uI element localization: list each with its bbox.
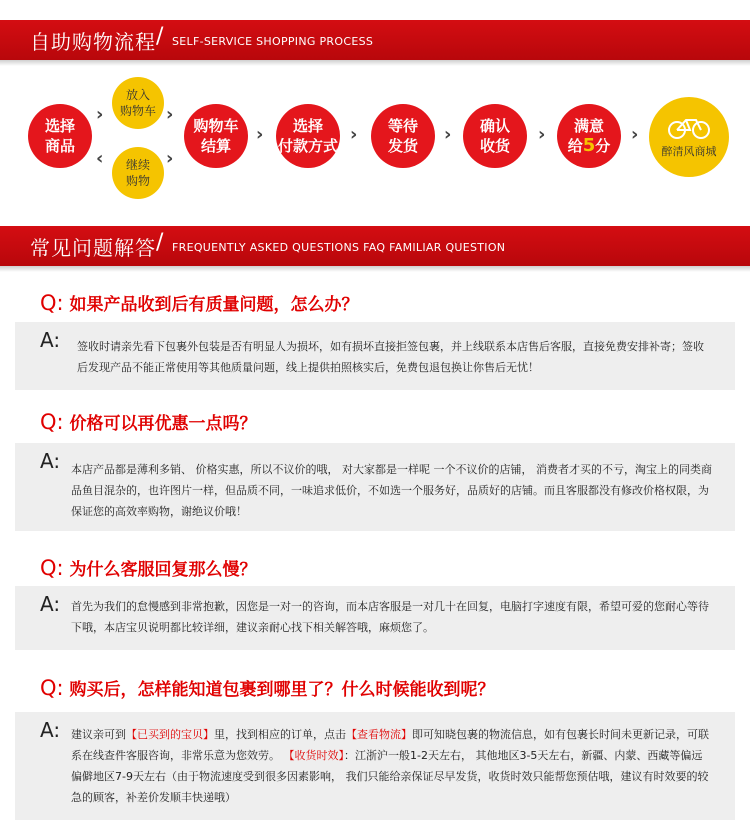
step-payment: 选择 付款方式 xyxy=(276,104,340,168)
question-3: Q: 为什么客服回复那么慢？ xyxy=(40,556,257,580)
step-wait-shipping: 等待 发货 xyxy=(371,104,435,168)
step-satisfied: 满意 给5分 xyxy=(557,104,621,168)
title-slash: / xyxy=(156,24,164,49)
step-choose-goods: 选择 商品 xyxy=(28,104,92,168)
bicycle-icon xyxy=(664,112,714,142)
process-banner xyxy=(0,20,750,60)
arrow-right-icon: › xyxy=(631,124,639,145)
process-title: 自助购物流程 xyxy=(30,30,156,54)
arrow-right-icon: › xyxy=(166,148,174,169)
answer-3: A: 首先为我们的怠慢感到非常抱歉，因您是一对一的咨询，而本店客服是一对几十在回复，电脑打字速度有限，希望可爱的您耐心等待下哦，本店宝贝说明都比较详细，建议亲耐心找下相关解答哦，麻烦您了。 xyxy=(15,586,735,650)
faq-title-en: FREQUENTLY ASKED QUESTIONS FAQ FAMILIAR QUESTION xyxy=(172,241,506,254)
answer-1: A: 签收时请亲先看下包裹外包装是否有明显人为损坏，如有损坏直接拒签包裹，并上线联系本店售后客服，直接免费安排补寄；签收后发现产品不能正常使用等其他质量问题，线上提供拍照核实后，免费包退包换让你售后无忧！ xyxy=(15,322,735,390)
shop-logo: 醉清风商城 xyxy=(649,97,729,177)
arrow-right-icon: › xyxy=(444,124,452,145)
arrow-down-left-icon: ‹ xyxy=(96,148,104,169)
answer-4-text: 建议亲可到【已买到的宝贝】里，找到相应的订单，点击【查看物流】即可知晓包裹的物流信息，如有包裹长时间未更新记录，可联系在线查件客服咨询，非常乐意为您效劳。 【收货时效】：江浙沪一般1-2天左右， 其他地区3-5天左右，新疆、内蒙、西藏等偏远偏僻地区7-9天左右（由于物流速度受到很多因素影响， 我们只能给亲保证尽早发货，收货时效只能帮您预估哦，建议有时效要的较急的顾客，补差价发顺丰快递哦） xyxy=(71,728,709,804)
step-checkout: 购物车 结算 xyxy=(184,104,248,168)
step-add-cart: 放入 购物车 xyxy=(112,77,164,129)
process-title-en: SELF-SERVICE SHOPPING PROCESS xyxy=(172,35,374,48)
arrow-up-right-icon: › xyxy=(96,104,104,125)
faq-banner xyxy=(0,226,750,266)
arrow-right-icon: › xyxy=(166,104,174,125)
faq-title: 常见问题解答 xyxy=(30,236,156,260)
answer-2: A: 本店产品都是薄利多销、 价格实惠，所以不议价的哦， 对大家都是一样呢 一个不议价的店铺， 消费者才买的不亏，淘宝上的同类商品鱼目混杂的，也许图片一样，但品质不同，一味追求低价，不如选一个服务好，品质好的店铺。而且客服都没有修改价格权限，为保证您的高效率购物，谢绝议价哦！ xyxy=(15,443,735,531)
arrow-right-icon: › xyxy=(350,124,358,145)
arrow-right-icon: › xyxy=(538,124,546,145)
question-4: Q: 购买后，怎样能知道包裹到哪里了？什么时候能收到呢？ xyxy=(40,676,495,700)
answer-4: A: 建议亲可到【已买到的宝贝】里，找到相应的订单，点击【查看物流】即可知晓包裹的物流信息，如有包裹长时间未更新记录，可联系在线查件客服咨询，非常乐意为您效劳。 【收货时效】：江浙沪一般1-2天左右， 其他地区3-5天左右，新疆、内蒙、西藏等偏远偏僻地区7-9天左右（由于物流速度受到很多因素影响， 我们只能给亲保证尽早发货，收货时效只能帮您预估哦，建议有时效要的较急的顾客，补差价发顺丰快递哦） xyxy=(15,712,735,820)
question-1: Q: 如果产品收到后有质量问题，怎么办？ xyxy=(40,291,359,315)
question-2: Q: 价格可以再优惠一点吗？ xyxy=(40,410,257,434)
arrow-right-icon: › xyxy=(256,124,264,145)
step-continue-shopping: 继续 购物 xyxy=(112,147,164,199)
step-confirm-receipt: 确认 收货 xyxy=(463,104,527,168)
title-slash: / xyxy=(156,230,164,255)
